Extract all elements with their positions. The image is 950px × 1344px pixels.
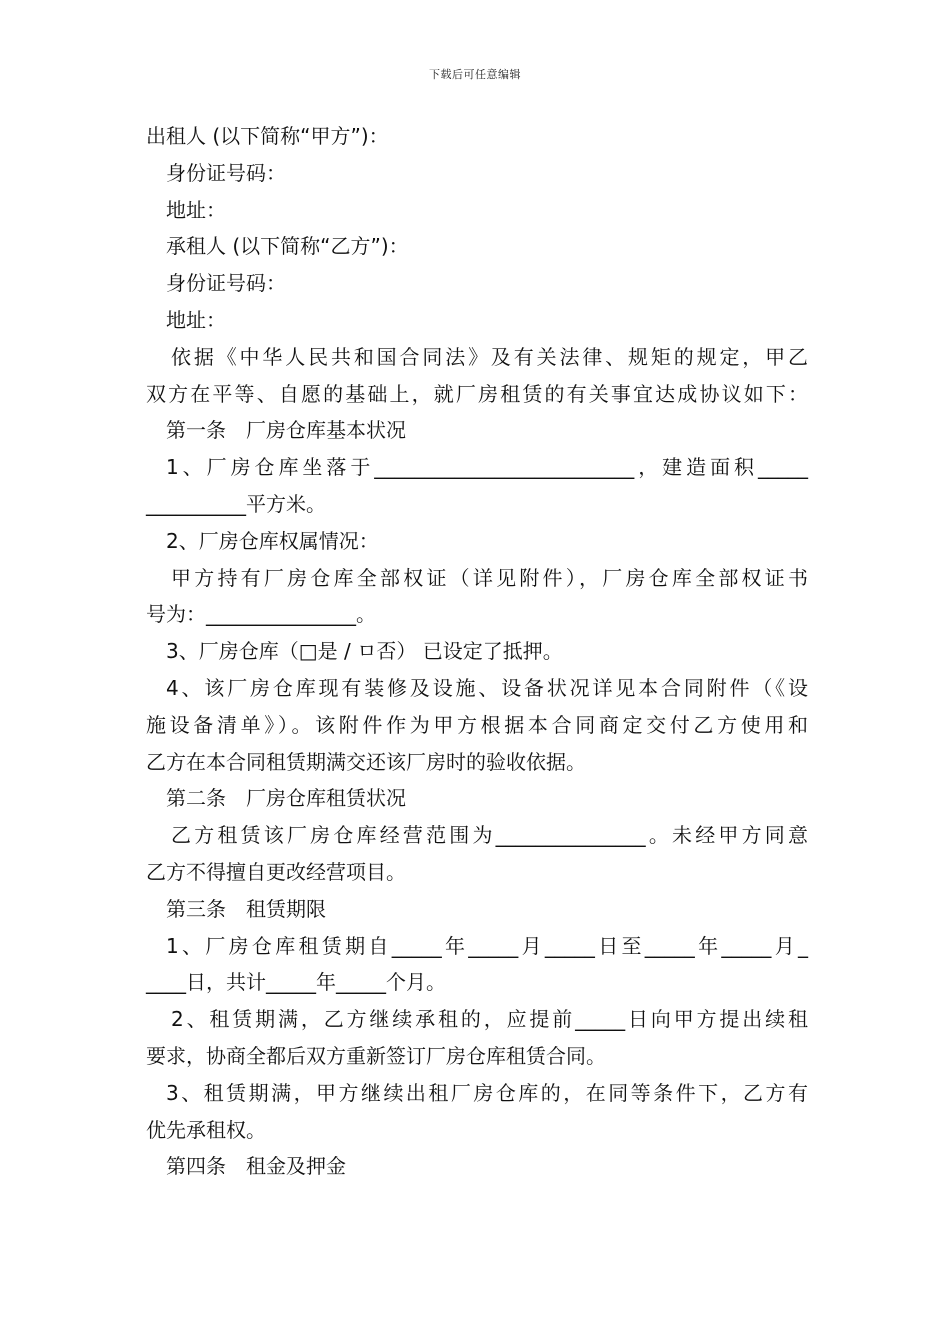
article-1-item-2-detail-line-1: 甲方持有厂房仓库全部权证（详见附件），厂房仓库全部权证书 [171,565,808,590]
lessee-line: 承租人 (以下简称“乙方”)： [166,234,409,259]
article-1-item-2-detail-line-2: 号为：_______________。 [146,602,376,627]
article-3-item-2-line-1: 2、租赁期满，乙方继续承租的，应提前_____日向甲方提出续租 [171,1007,808,1032]
page-header: 下载后可任意编辑 [429,68,521,81]
article-1-item-4-line-3: 乙方在本合同租赁期满交还该厂房时的验收依据。 [146,749,586,774]
lessor-line: 出租人 (以下简称“甲方”)： [146,124,389,148]
article-1-item-3: 3、厂房仓库（□是 / ㅁ否） 已设定了抵押。 [166,639,563,664]
article-1-item-2: 2、厂房仓库权属情况： [166,528,379,553]
document-body [146,118,808,1185]
article-2-text-line-1: 乙方租赁该厂房仓库经营范围为_______________。未经甲方同意 [171,823,808,848]
article-3-item-3-line-1: 3、租赁期满，甲方继续出租厂房仓库的，在同等条件下，乙方有 [166,1080,808,1105]
article-1-item-1-line-2: __________平方米。 [146,491,326,516]
article-3-item-3-line-2: 优先承租权。 [146,1117,266,1142]
article-1-item-1-line-1: 1、厂房仓库坐落于__________________________，建造面积_____ [166,455,808,480]
lessee-address-line: 地址： [166,307,226,332]
article-3-item-2-line-2: 要求，协商全都后双方重新签订厂房仓库租赁合同。 [146,1043,606,1068]
article-2-heading: 第二条 厂房仓库租赁状况 [166,786,406,811]
article-1-heading: 第一条 厂房仓库基本状况 [166,418,406,443]
article-3-item-1-line-1: 1、厂房仓库租赁期自_____年_____月_____日至_____年_____月_ [166,933,808,958]
article-4-heading: 第四条 租金及押金 [166,1154,346,1179]
article-1-item-4-line-1: 4、该厂房仓库现有装修及设施、设备状况详见本合同附件（《设 [166,675,808,700]
preamble-line-2: 双方在平等、自愿的基础上，就厂房租赁的有关事宜达成协议如下： [146,381,808,406]
lessee-id-line: 身份证号码： [166,271,286,296]
article-2-text-line-2: 乙方不得擅自更改经营项目。 [146,859,406,884]
article-1-item-4-line-2: 施设备清单》）。该附件作为甲方根据本合同商定交付乙方使用和 [146,712,808,737]
lessor-id-line: 身份证号码： [166,160,286,185]
preamble-line-1: 依据《中华人民共和国合同法》及有关法律、规矩的规定，甲乙 [171,344,808,369]
lessor-address-line: 地址： [166,197,226,222]
article-3-heading: 第三条 租赁期限 [166,896,326,921]
article-3-item-1-line-2: ____日，共计_____年_____个月。 [146,970,446,995]
